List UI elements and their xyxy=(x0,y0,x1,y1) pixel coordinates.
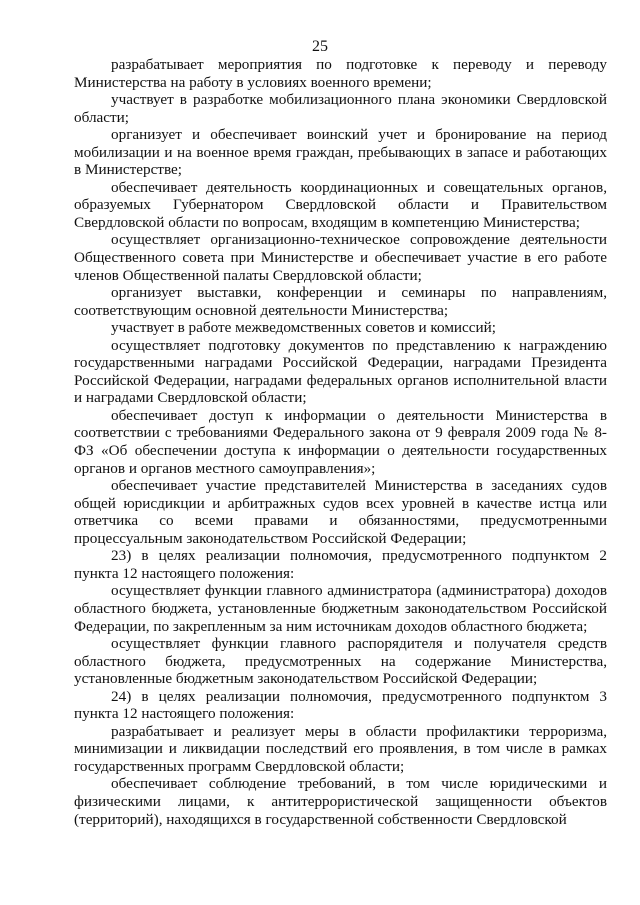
paragraph: осуществляет функции главного распорядителя и получателя средств областного бюджета, предусмотренных на содержание Министерства, установленные бюджетным законодательством Российской Федерации; xyxy=(74,635,607,688)
subsection-paragraph-24: 24) в целях реализации полномочия, предусмотренного подпунктом 3 пункта 12 настоящего положения: xyxy=(74,687,607,723)
paragraph: обеспечивает деятельность координационных и совещательных органов, образуемых Губернатором Свердловской области и Правительством Свердловской области по вопросам, входящим в компетенцию Министерства; xyxy=(74,178,607,231)
paragraph: участвует в разработке мобилизационного плана экономики Свердловской области; xyxy=(74,91,607,126)
paragraph: разрабатывает и реализует меры в области профилактики терроризма, минимизации и ликвидации последствий его проявления, в том числе в рамках государственных программ Свердловской области; xyxy=(74,722,607,775)
document-body xyxy=(74,56,607,828)
paragraph: осуществляет функции главного администратора (администратора) доходов областного бюджета, установленные бюджетным законодательством Российской Федерации, по закрепленным за ним источникам доходов областного бюджета; xyxy=(74,582,607,635)
paragraph: осуществляет организационно-техническое сопровождение деятельности Общественного совета при Министерстве и обеспечивает участие в его работе членов Общественной палаты Свердловской области; xyxy=(74,231,607,284)
paragraph: участвует в работе межведомственных советов и комиссий; xyxy=(111,319,497,337)
page-number: 25 xyxy=(312,38,328,55)
paragraph: организует и обеспечивает воинский учет и бронирование на период мобилизации и на военное время граждан, пребывающих в запасе и работающих в Министерстве; xyxy=(74,126,607,179)
subsection-paragraph-23: 23) в целях реализации полномочия, предусмотренного подпунктом 2 пункта 12 настоящего положения: xyxy=(74,547,607,582)
paragraph: разрабатывает мероприятия по подготовке к переводу и переводу Министерства на работу в условиях военного времени; xyxy=(74,56,607,91)
paragraph: осуществляет подготовку документов по представлению к награждению государственными наградами Российской Федерации, наградами Президента Российской Федерации, наградами федеральных органов исполнительной власти и наградами Свердловской области; xyxy=(74,336,607,407)
paragraph: обеспечивает участие представителей Министерства в заседаниях судов общей юрисдикции и арбитражных судов всех уровней в качестве истца или ответчика со всеми правами и обязанностями, предусмотренными процессуальным законодательством Российской Федерации; xyxy=(74,477,607,547)
paragraph: обеспечивает соблюдение требований, в том числе юридическими и физическими лицами, к антитеррористической защищенности объектов (территорий), находящихся в государственной собственности Свердловской xyxy=(74,775,607,828)
paragraph: обеспечивает доступ к информации о деятельности Министерства в соответствии с требованиями Федерального закона от 9 февраля 2009 года № 8-ФЗ «Об обеспечении доступа к информации о деятельности государственных органов и органов местного самоуправления»; xyxy=(74,406,607,477)
paragraph: организует выставки, конференции и семинары по направлениям, соответствующим основной деятельности Министерства; xyxy=(74,284,607,319)
